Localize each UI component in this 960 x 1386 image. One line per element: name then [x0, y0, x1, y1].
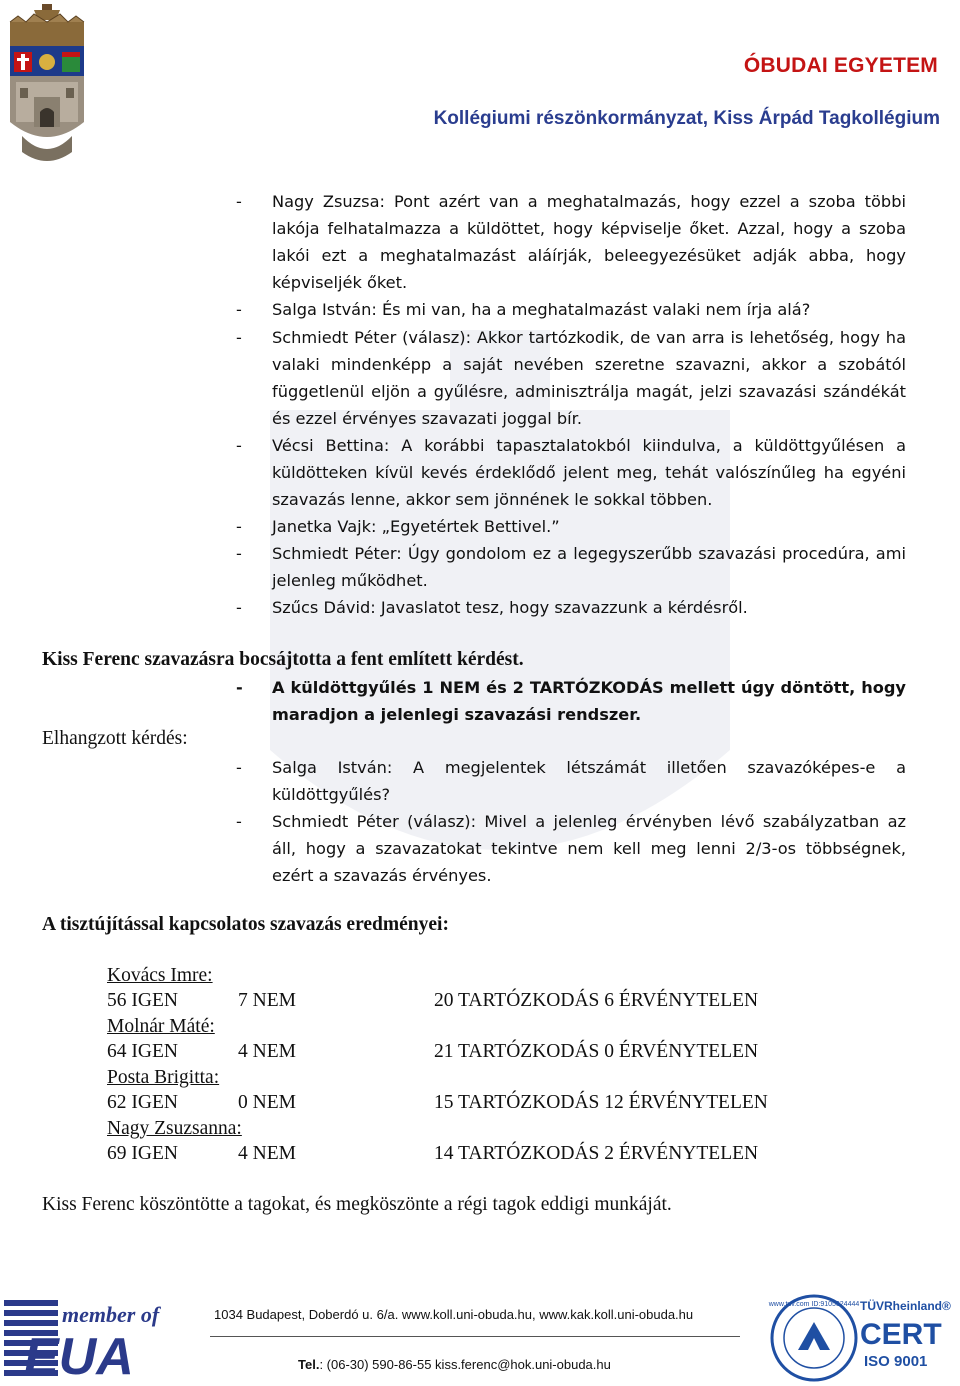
eua-member-logo [2, 1296, 190, 1382]
candidate-yes: 69 IGEN [107, 1143, 178, 1164]
vote-result-text: A küldöttgyűlés 1 NEM és 2 TARTÓZKODÁS mellett úgy döntött, hogy maradjon a jelenlegi szavazási rendszer. [272, 678, 906, 724]
vote-intro: Kiss Ferenc szavazásra bocsájtotta a fent említett kérdést. [42, 649, 524, 670]
list-item: - Schmiedt Péter: Úgy gondolom ez a legegyszerűbb szavazási procedúra, ami jelenleg működhet. [236, 540, 906, 594]
discussion-text: Janetka Vajk: „Egyetértek Bettivel.” [272, 517, 560, 536]
candidate-yes: 56 IGEN [107, 990, 178, 1011]
tuv-iso-text: ISO 9001 [864, 1353, 928, 1370]
university-name: ÓBUDAI EGYETEM [743, 54, 938, 77]
eua-tagline: member of [62, 1302, 160, 1327]
footer-phone-label: Tel. [298, 1357, 320, 1372]
discussion-text: Vécsi Bettina: A korábbi tapasztalatokból kiindulva, a küldöttgyűlésen a küldötteken kívül kevés érdeklődő jelent meg, tehát valószínűleg ha egyéni szavazás lenne, akkor sem jönnének le sokkal többen. [272, 436, 906, 509]
list-item: - Salga István: A megjelentek létszámát illetően szavazóképes-e a küldöttgyűlés? [236, 754, 906, 808]
closing-text: Kiss Ferenc köszöntötte a tagokat, és megköszönte a régi tagok eddigi munkáját. [42, 1194, 672, 1215]
eua-wordmark: EUA [24, 1328, 134, 1382]
question-heading: Elhangzott kérdés: [42, 728, 188, 749]
candidate-no: 4 NEM [238, 1041, 296, 1062]
candidate-rest: 14 TARTÓZKODÁS 2 ÉRVÉNYTELEN [434, 1143, 759, 1164]
footer-contact [298, 1357, 611, 1372]
vote-result: - A küldöttgyűlés 1 NEM és 2 TARTÓZKODÁS mellett úgy döntött, hogy maradjon a jelenlegi szavazási rendszer. [236, 674, 906, 728]
discussion-text: Nagy Zsuzsa: Pont azért van a meghatalmazás, hogy ezzel a szoba többi lakója felhatalmazza a küldöttet, hogy képviselje őket. Azzal, hogy a szoba lakói ezt a meghatalmazást aláírják, beleegyezésüket adják abba, hogy képviseljék őket. [272, 192, 906, 292]
candidate-name: Posta Brigitta: [107, 1067, 220, 1088]
candidate-name: Nagy Zsuzsanna: [107, 1118, 242, 1139]
dormitory-title: Kollégiumi részönkormányzat, Kiss Árpád Tagkollégium [433, 108, 940, 129]
footer-divider [210, 1336, 740, 1337]
candidate-no: 4 NEM [238, 1143, 296, 1164]
footer-address: 1034 Budapest, Doberdó u. 6/a. www.koll.uni-obuda.hu, www.kak.koll.uni-obuda.hu [214, 1307, 694, 1322]
list-item: - Vécsi Bettina: A korábbi tapasztalatokból kiindulva, a küldöttgyűlésen a küldötteken kívül kevés érdeklődő jelent meg, tehát valószínűleg ha egyéni szavazás lenne, akkor sem jönnének le sokkal többen. [236, 432, 906, 513]
candidate-rest: 21 TARTÓZKODÁS 0 ÉRVÉNYTELEN [434, 1041, 759, 1062]
discussion-text: Schmiedt Péter (válasz): Akkor tartózkodik, de van arra is lehetőség, hogy ha valaki mindenképp a saját nevében szeretne szavazni, akkor a szobától függetlenül eljön a gyűlésre, adminisztrálja magát, jelzi szavazási szándékát és ezzel érvényes szavazati joggal bír. [272, 328, 906, 428]
tuv-cert-logo [768, 1292, 958, 1384]
discussion-text: Salga István: És mi van, ha a meghatalmazást valaki nem írja alá? [272, 300, 811, 319]
list-item: - Nagy Zsuzsa: Pont azért van a meghatalmazás, hogy ezzel a szoba többi lakója felhatalmazza a küldöttet, hogy képviselje őket. Azzal, hogy a szoba lakói ezt a meghatalmazást aláírják, beleegyezésüket adják abba, hogy képviseljék őket. [236, 188, 906, 296]
list-item: - Janetka Vajk: „Egyetértek Bettivel.” [236, 513, 906, 540]
tuv-cert-text: CERT [860, 1318, 942, 1351]
university-crest-logo [4, 2, 90, 170]
election-heading: A tisztújítással kapcsolatos szavazás eredményei: [42, 914, 449, 935]
list-item: - Salga István: És mi van, ha a meghatalmazást valaki nem írja alá? [236, 296, 906, 323]
candidate-rest: 20 TARTÓZKODÁS 6 ÉRVÉNYTELEN [434, 990, 759, 1011]
candidate-no: 0 NEM [238, 1092, 296, 1113]
tuv-seal-text: www.tuv.com ID:9105024444 [768, 1301, 860, 1308]
discussion-text: Schmiedt Péter: Úgy gondolom ez a legegyszerűbb szavazási procedúra, ami jelenleg működhet. [272, 544, 906, 590]
footer-phone: : (06-30) 590-86-55 kiss.ferenc@hok.uni-obuda.hu [319, 1357, 611, 1372]
question-text: Salga István: A megjelentek létszámát illetően szavazóképes-e a küldöttgyűlés? [272, 758, 906, 804]
candidate-yes: 64 IGEN [107, 1041, 178, 1062]
candidate-no: 7 NEM [238, 990, 296, 1011]
candidate-name: Molnár Máté: [107, 1016, 215, 1037]
candidate-rest: 15 TARTÓZKODÁS 12 ÉRVÉNYTELEN [434, 1092, 768, 1113]
question-text: Schmiedt Péter (válasz): Mivel a jelenleg érvényben lévő szabályzatban az áll, hogy a szavazatokat tekintve nem kell meg lenni 2/3-os többségnek, ezért a szavazás érvényes. [272, 812, 906, 885]
tuv-brand: TÜVRheinland® [860, 1299, 951, 1313]
list-item: - Szűcs Dávid: Javaslatot tesz, hogy szavazzunk a kérdésről. [236, 594, 906, 621]
candidate-yes: 62 IGEN [107, 1092, 178, 1113]
candidate-name: Kovács Imre: [107, 965, 213, 986]
list-item: - Schmiedt Péter (válasz): Mivel a jelenleg érvényben lévő szabályzatban az áll, hogy a szavazatokat tekintve nem kell meg lenni 2/3-os többségnek, ezért a szavazás érvényes. [236, 808, 906, 889]
discussion-text: Szűcs Dávid: Javaslatot tesz, hogy szavazzunk a kérdésről. [272, 598, 748, 617]
list-item: - Schmiedt Péter (válasz): Akkor tartózkodik, de van arra is lehetőség, hogy ha valaki mindenképp a saját nevében szeretne szavazni, akkor a szobától függetlenül eljön a gyűlésre, adminisztrálja magát, jelzi szavazási szándékát és ezzel érvényes szavazati joggal bír. [236, 324, 906, 432]
